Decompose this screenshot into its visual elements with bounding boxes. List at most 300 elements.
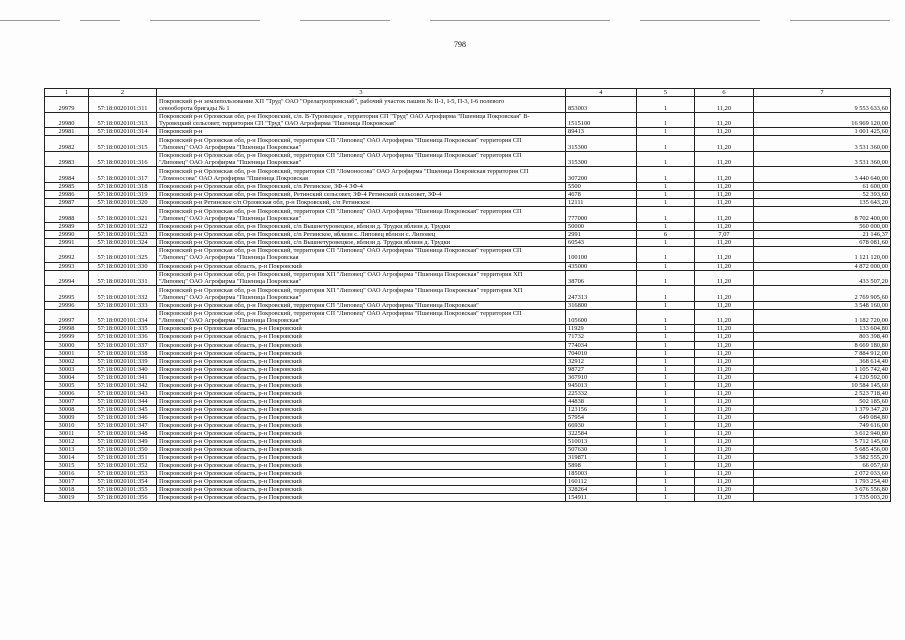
location-description xyxy=(157,357,566,365)
row-number: 30004 xyxy=(45,373,89,381)
table-row xyxy=(45,167,891,183)
rate-value: 11,20 xyxy=(695,191,754,199)
area-value: 5898 xyxy=(566,462,637,470)
description-line: Покровский р-н Орловская область, р-н Покровский xyxy=(159,357,302,365)
area-value: 154911 xyxy=(566,494,637,502)
row-number: 30016 xyxy=(45,470,89,478)
table-row xyxy=(45,286,891,302)
table-row xyxy=(45,365,891,373)
table-row xyxy=(45,191,891,199)
share-value: 6 xyxy=(637,230,695,238)
row-number: 30019 xyxy=(45,494,89,502)
area-value: 2991 xyxy=(566,230,637,238)
location-description xyxy=(157,112,566,128)
location-description xyxy=(157,136,566,152)
share-value: 1 xyxy=(637,191,695,199)
area-value: 98727 xyxy=(566,365,637,373)
table-row xyxy=(45,301,891,309)
rate-value: 11,20 xyxy=(695,238,754,246)
cadastral-value: 1 001 425,60 xyxy=(754,128,891,136)
rate-value: 11,20 xyxy=(695,373,754,381)
cadastral-value: 1 121 120,00 xyxy=(754,246,891,262)
area-value: 853003 xyxy=(566,97,637,113)
cadastral-value: 560 000,00 xyxy=(754,222,891,230)
cadastral-value: 61 600,00 xyxy=(754,183,891,191)
rate-value: 11,20 xyxy=(695,365,754,373)
share-value: 1 xyxy=(637,238,695,246)
cadastral-value: 502 185,60 xyxy=(754,397,891,405)
rate-value: 11,20 xyxy=(695,413,754,421)
cadastral-value: 1 379 347,20 xyxy=(754,405,891,413)
row-number: 30001 xyxy=(45,349,89,357)
rate-value: 11,20 xyxy=(695,183,754,191)
area-value: 123156 xyxy=(566,405,637,413)
share-value: 1 xyxy=(637,167,695,183)
area-value: 307200 xyxy=(566,167,637,183)
table-row xyxy=(45,357,891,365)
rate-value: 11,20 xyxy=(695,222,754,230)
share-value: 1 xyxy=(637,262,695,270)
cadastral-value: 3 531 360,00 xyxy=(754,136,891,152)
column-header: 2 xyxy=(89,89,157,97)
cadastral-value: 678 081,60 xyxy=(754,238,891,246)
location-description xyxy=(157,381,566,389)
cadastral-number: 57:18:0020101:334 xyxy=(89,309,157,325)
share-value: 1 xyxy=(637,470,695,478)
location-description xyxy=(157,238,566,246)
area-value: 225332 xyxy=(566,389,637,397)
cadastral-number: 57:18:0020101:355 xyxy=(89,486,157,494)
description-line: Покровский р-н Орловская обл, р-н Покровский, территория СП "Липовец" ОАО Агрофирма "Пшеница Покровская" территория СП xyxy=(159,152,522,160)
description-line: Покровский р-н Орловская обл, р-н Покровский, территория СП "Ломоносова" ОАО Агрофирма "Пшеница Покровская территория СП xyxy=(159,167,529,175)
share-value: 1 xyxy=(637,381,695,389)
cadastral-value: 3 440 640,00 xyxy=(754,167,891,183)
location-description xyxy=(157,167,566,183)
table-row xyxy=(45,341,891,349)
description-line: Покровский р-н Орловская обл, р-н Покровский, территория ХП "Липовец" ОАО Агрофирма "Пшеница Покровская" территория ХП xyxy=(159,271,523,279)
table-row xyxy=(45,470,891,478)
rate-value: 7,07 xyxy=(695,230,754,238)
description-line: "Липовец" ОАО Агрофирма "Пшеница Покровская" xyxy=(159,159,302,167)
cadastral-number: 57:18:0020101:318 xyxy=(89,183,157,191)
share-value: 1 xyxy=(637,183,695,191)
description-line: Покровский р-н Орловская обл, р-н Покровский, с/п. В-Туровецкое , территория СП "Труд" ОАО Агрофирма "Пшеница Покровская" В- xyxy=(159,113,530,121)
location-description xyxy=(157,397,566,405)
description-line: Покровский р-н Орловская область, р-н Покровский xyxy=(159,325,302,333)
location-description xyxy=(157,421,566,429)
area-value: 4678 xyxy=(566,191,637,199)
description-line: "Липовец" ОАО Агрофирма "Пшеница Покровская" xyxy=(159,214,302,222)
location-description xyxy=(157,301,566,309)
table-row xyxy=(45,309,891,325)
description-line: Покровский р-н Орловская область, р-н Покровский xyxy=(159,462,302,470)
cadastral-value: 9 553 633,60 xyxy=(754,97,891,113)
description-line: Покровский р-н Орловская обл, р-н Покровский, с/п Ретинское, ЗФ-4 ЗФ-4 xyxy=(159,183,363,191)
description-line: Покровский р-н Орловская обл, р-н Покровский, территория ХП "Липовец" ОАО Агрофирма "Пшеница Покровская" территория ХП xyxy=(159,286,523,294)
rate-value: 11,20 xyxy=(695,430,754,438)
description-line: "Липовец" ОАО Агрофирма "Пшеница Покровская" xyxy=(159,143,302,151)
row-number: 30006 xyxy=(45,389,89,397)
cadastral-value: 1 793 254,40 xyxy=(754,478,891,486)
cadastral-number: 57:18:0020101:322 xyxy=(89,222,157,230)
cadastral-number: 57:18:0020101:317 xyxy=(89,167,157,183)
description-line: Покровский р-н Орловская область, р-н Покровский xyxy=(159,438,302,446)
row-number: 29995 xyxy=(45,286,89,302)
table-row xyxy=(45,494,891,502)
rate-value: 11,20 xyxy=(695,397,754,405)
table-row xyxy=(45,199,891,207)
description-line: Покровский р-н Орловская область, р-н Покровский xyxy=(159,470,302,478)
area-value: 315300 xyxy=(566,136,637,152)
description-line: Покровский р-н Орловская обл, р-н Покровский, территория СП "Липовец" ОАО Агрофирма "Пшеница Покровская" xyxy=(159,301,479,309)
description-line: Покровский р-н Орловская область, р-н Покровский xyxy=(159,446,302,454)
location-description xyxy=(157,191,566,199)
area-value: 774034 xyxy=(566,341,637,349)
location-description xyxy=(157,486,566,494)
rate-value: 11,20 xyxy=(695,438,754,446)
table-row xyxy=(45,97,891,113)
row-number: 30015 xyxy=(45,462,89,470)
description-line: Туровецкий сельсовет, территория СП "Труд" ОАО Агрофирма "Пшеница Покровская" xyxy=(159,120,397,128)
share-value: 1 xyxy=(637,438,695,446)
page-number: 798 xyxy=(454,40,466,49)
cadastral-value: 3 531 360,00 xyxy=(754,151,891,167)
rate-value: 11,20 xyxy=(695,341,754,349)
description-line: Покровский р-н Орловская область, р-н Покровский xyxy=(159,454,302,462)
location-description xyxy=(157,183,566,191)
share-value: 1 xyxy=(637,207,695,223)
description-line: Покровский р-н Ретинское с/п Орловская обл, р-н Покровский, с/п Ретинское xyxy=(159,199,370,207)
row-number: 29983 xyxy=(45,151,89,167)
location-description xyxy=(157,389,566,397)
area-value: 185003 xyxy=(566,470,637,478)
cadastral-value: 133 604,80 xyxy=(754,325,891,333)
table-row xyxy=(45,438,891,446)
rate-value: 11,20 xyxy=(695,389,754,397)
cadastral-number: 57:18:0020101:332 xyxy=(89,286,157,302)
area-value: 1515100 xyxy=(566,112,637,128)
location-description xyxy=(157,199,566,207)
area-value: 66930 xyxy=(566,421,637,429)
cadastral-value: 3 582 555,20 xyxy=(754,454,891,462)
cadastral-value: 803 398,40 xyxy=(754,333,891,341)
share-value: 1 xyxy=(637,389,695,397)
rate-value: 11,20 xyxy=(695,462,754,470)
row-number: 30008 xyxy=(45,405,89,413)
description-line: Покровский р-н Орловская область, р-н Покровский xyxy=(159,333,302,341)
area-value: 5500 xyxy=(566,183,637,191)
description-line: Покровский р-н Орловская область, р-н Покровский xyxy=(159,486,302,494)
rate-value: 11,20 xyxy=(695,486,754,494)
description-line: Покровский р-н Орловская обл, р-н Покровский, Ретинский сельсовет, ЗФ-4 Ретинский сельсовет, ЗФ-4 xyxy=(159,191,442,199)
share-value: 1 xyxy=(637,222,695,230)
table-row xyxy=(45,462,891,470)
cadastral-value: 16 969 120,00 xyxy=(754,112,891,128)
row-number: 29992 xyxy=(45,246,89,262)
cadastral-number: 57:18:0020101:313 xyxy=(89,112,157,128)
share-value: 1 xyxy=(637,357,695,365)
cadastral-number: 57:18:0020101:350 xyxy=(89,446,157,454)
table-row xyxy=(45,128,891,136)
description-line: Покровский р-н Орловская обл, р-н Покровский, территория СП "Липовец" ОАО Агрофирма "Пшеница Покровская" территория СП xyxy=(159,247,522,255)
table-row xyxy=(45,325,891,333)
area-value: 71732 xyxy=(566,333,637,341)
table-row xyxy=(45,454,891,462)
column-header: 7 xyxy=(754,89,891,97)
cadastral-value: 3 612 940,80 xyxy=(754,430,891,438)
cadastral-number: 57:18:0020101:315 xyxy=(89,136,157,152)
location-description xyxy=(157,405,566,413)
location-description xyxy=(157,97,566,113)
area-value: 12111 xyxy=(566,199,637,207)
share-value: 1 xyxy=(637,486,695,494)
scan-edge-marks xyxy=(0,16,905,26)
area-value: 322584 xyxy=(566,430,637,438)
share-value: 1 xyxy=(637,405,695,413)
rate-value: 11,20 xyxy=(695,97,754,113)
row-number: 30010 xyxy=(45,421,89,429)
cadastral-value: 5 712 145,60 xyxy=(754,438,891,446)
table-row xyxy=(45,333,891,341)
location-description xyxy=(157,246,566,262)
location-description xyxy=(157,151,566,167)
cadastral-value: 4 872 000,00 xyxy=(754,262,891,270)
area-value: 32912 xyxy=(566,357,637,365)
table-row xyxy=(45,207,891,223)
row-number: 30017 xyxy=(45,478,89,486)
cadastral-number: 57:18:0020101:325 xyxy=(89,246,157,262)
location-description xyxy=(157,349,566,357)
area-value: 777000 xyxy=(566,207,637,223)
cadastral-number: 57:18:0020101:348 xyxy=(89,430,157,438)
cadastral-value: 66 057,60 xyxy=(754,462,891,470)
cadastral-number: 57:18:0020101:345 xyxy=(89,405,157,413)
rate-value: 11,20 xyxy=(695,151,754,167)
cadastral-number: 57:18:0020101:319 xyxy=(89,191,157,199)
cadastral-number: 57:18:0020101:340 xyxy=(89,365,157,373)
location-description xyxy=(157,333,566,341)
column-header: 1 xyxy=(45,89,89,97)
location-description xyxy=(157,309,566,325)
area-value: 704010 xyxy=(566,349,637,357)
cadastral-value: 2 769 905,60 xyxy=(754,286,891,302)
location-description xyxy=(157,270,566,286)
table-row xyxy=(45,349,891,357)
description-line: Покровский р-н Орловская область, р-н Покровский xyxy=(159,478,302,486)
rate-value: 11,20 xyxy=(695,357,754,365)
cadastral-number: 57:18:0020101:342 xyxy=(89,381,157,389)
row-number: 30009 xyxy=(45,413,89,421)
row-number: 29998 xyxy=(45,325,89,333)
cadastral-number: 57:18:0020101:346 xyxy=(89,413,157,421)
table-row xyxy=(45,222,891,230)
cadastral-value: 2 523 718,40 xyxy=(754,389,891,397)
location-description xyxy=(157,462,566,470)
rate-value: 11,20 xyxy=(695,246,754,262)
location-description xyxy=(157,128,566,136)
location-description xyxy=(157,373,566,381)
row-number: 30002 xyxy=(45,357,89,365)
rate-value: 11,20 xyxy=(695,421,754,429)
description-line: Покровский р-н землепользование ХП "Труд" ОАО "Орелагропромснаб", рабочий участок пашни № II-1, I-5, П-3, I-6 полевого xyxy=(159,97,505,105)
row-number: 30003 xyxy=(45,365,89,373)
description-line: Покровский р-н Орловская обл, р-н Покровский, с/п Вышнетуровецкое, вблизи д. Трудки вблизи д. Трудки xyxy=(159,222,451,230)
share-value: 1 xyxy=(637,151,695,167)
cadastral-number: 57:18:0020101:338 xyxy=(89,349,157,357)
share-value: 1 xyxy=(637,365,695,373)
cadastral-value: 2 072 033,60 xyxy=(754,470,891,478)
table-row xyxy=(45,151,891,167)
cadastral-value: 135 643,20 xyxy=(754,199,891,207)
table-row xyxy=(45,136,891,152)
table-row xyxy=(45,389,891,397)
area-value: 507630 xyxy=(566,446,637,454)
row-number: 30014 xyxy=(45,454,89,462)
description-line: севооборота бригады № 1 xyxy=(159,104,230,112)
area-value: 247313 xyxy=(566,286,637,302)
row-number: 29990 xyxy=(45,230,89,238)
share-value: 1 xyxy=(637,454,695,462)
description-line: "Липовец" ОАО Агрофирма "Пшеница Покровская" xyxy=(159,317,302,325)
cadastral-number: 57:18:0020101:333 xyxy=(89,301,157,309)
description-line: Покровский р-н Орловская область, р-н Покровский xyxy=(159,373,302,381)
row-number: 30012 xyxy=(45,438,89,446)
share-value: 1 xyxy=(637,421,695,429)
table-row xyxy=(45,405,891,413)
share-value: 1 xyxy=(637,199,695,207)
location-description xyxy=(157,494,566,502)
cadastral-number: 57:18:0020101:311 xyxy=(89,97,157,113)
location-description xyxy=(157,430,566,438)
description-line: Покровский р-н Орловская обл, р-н Покровский, территория СП "Липовец" ОАО Агрофирма "Пшеница Покровская" территория СП xyxy=(159,136,522,144)
description-line: Покровский р-н Орловская область, р-н Покровский xyxy=(159,341,302,349)
area-value: 57954 xyxy=(566,413,637,421)
location-description xyxy=(157,438,566,446)
cadastral-number: 57:18:0020101:314 xyxy=(89,128,157,136)
area-value: 367910 xyxy=(566,373,637,381)
cadastral-number: 57:18:0020101:349 xyxy=(89,438,157,446)
cadastral-number: 57:18:0020101:354 xyxy=(89,478,157,486)
cadastral-value: 749 616,00 xyxy=(754,421,891,429)
area-value: 328264 xyxy=(566,486,637,494)
cadastral-value: 368 614,40 xyxy=(754,357,891,365)
row-number: 29982 xyxy=(45,136,89,152)
area-value: 315300 xyxy=(566,151,637,167)
area-value: 100100 xyxy=(566,246,637,262)
table-row xyxy=(45,230,891,238)
description-line: Покровский р-н Орловская область, р-н Покровский xyxy=(159,262,302,270)
cadastral-number: 57:18:0020101:352 xyxy=(89,462,157,470)
area-value: 510013 xyxy=(566,438,637,446)
description-line: Покровский р-н Орловская область, р-н Покровский xyxy=(159,365,302,373)
rate-value: 11,20 xyxy=(695,136,754,152)
cadastral-value: 10 584 145,60 xyxy=(754,381,891,389)
share-value: 1 xyxy=(637,430,695,438)
share-value: 1 xyxy=(637,341,695,349)
area-value: 60543 xyxy=(566,238,637,246)
table-row xyxy=(45,270,891,286)
area-value: 435000 xyxy=(566,262,637,270)
row-number: 29994 xyxy=(45,270,89,286)
rate-value: 11,20 xyxy=(695,478,754,486)
share-value: 1 xyxy=(637,112,695,128)
row-number: 29987 xyxy=(45,199,89,207)
column-header: 6 xyxy=(695,89,754,97)
column-header: 4 xyxy=(566,89,637,97)
cadastral-number: 57:18:0020101:344 xyxy=(89,397,157,405)
cadastral-number: 57:18:0020101:320 xyxy=(89,199,157,207)
table-row xyxy=(45,246,891,262)
cadastral-value: 8 702 400,00 xyxy=(754,207,891,223)
row-number: 29981 xyxy=(45,128,89,136)
share-value: 1 xyxy=(637,397,695,405)
cadastral-number: 57:18:0020101:331 xyxy=(89,270,157,286)
cadastral-value: 8 669 180,80 xyxy=(754,341,891,349)
cadastral-value: 21 146,37 xyxy=(754,230,891,238)
row-number: 30005 xyxy=(45,381,89,389)
rate-value: 11,20 xyxy=(695,349,754,357)
area-value: 44838 xyxy=(566,397,637,405)
rate-value: 11,20 xyxy=(695,262,754,270)
share-value: 1 xyxy=(637,309,695,325)
column-number-row xyxy=(45,89,891,97)
description-line: Покровский р-н Орловская область, р-н Покровский xyxy=(159,381,302,389)
cadastral-number: 57:18:0020101:351 xyxy=(89,454,157,462)
area-value: 945013 xyxy=(566,381,637,389)
cadastral-number: 57:18:0020101:356 xyxy=(89,494,157,502)
rate-value: 11,20 xyxy=(695,333,754,341)
rate-value: 11,20 xyxy=(695,309,754,325)
description-line: Покровский р-н Орловская область, р-н Покровский xyxy=(159,349,302,357)
rate-value: 11,20 xyxy=(695,301,754,309)
row-number: 29979 xyxy=(45,97,89,113)
cadastral-register-table xyxy=(44,88,891,502)
cadastral-value: 1 182 720,00 xyxy=(754,309,891,325)
cadastral-number: 57:18:0020101:341 xyxy=(89,373,157,381)
area-value: 38706 xyxy=(566,270,637,286)
share-value: 1 xyxy=(637,413,695,421)
cadastral-number: 57:18:0020101:316 xyxy=(89,151,157,167)
table-row xyxy=(45,446,891,454)
location-description xyxy=(157,222,566,230)
cadastral-number: 57:18:0020101:323 xyxy=(89,230,157,238)
table-row xyxy=(45,478,891,486)
description-line: "Липовец" ОАО Агрофирма "Пшеница Покровская" xyxy=(159,278,302,286)
row-number: 29989 xyxy=(45,222,89,230)
description-line: "Липовец" ОАО Агрофирма "Пшеница Покровская" xyxy=(159,293,302,301)
cadastral-value: 5 685 456,00 xyxy=(754,446,891,454)
row-number: 29984 xyxy=(45,167,89,183)
cadastral-value: 4 120 592,00 xyxy=(754,373,891,381)
location-description xyxy=(157,413,566,421)
cadastral-number: 57:18:0020101:335 xyxy=(89,325,157,333)
share-value: 1 xyxy=(637,373,695,381)
table-row xyxy=(45,381,891,389)
description-line: "Липовец" ОАО Агрофирма "Пшеница Покровская xyxy=(159,254,299,262)
share-value: 1 xyxy=(637,494,695,502)
location-description xyxy=(157,478,566,486)
area-value: 316800 xyxy=(566,301,637,309)
location-description xyxy=(157,446,566,454)
location-description xyxy=(157,207,566,223)
row-number: 29997 xyxy=(45,309,89,325)
description-line: Покровский р-н Орловская обл, р-н Покровский, с/п Ретинское, вблизи с. Липовец вблизи с. Липовец xyxy=(159,230,436,238)
cadastral-number: 57:18:0020101:339 xyxy=(89,357,157,365)
share-value: 1 xyxy=(637,286,695,302)
cadastral-number: 57:18:0020101:347 xyxy=(89,421,157,429)
location-description xyxy=(157,341,566,349)
rate-value: 11,20 xyxy=(695,112,754,128)
